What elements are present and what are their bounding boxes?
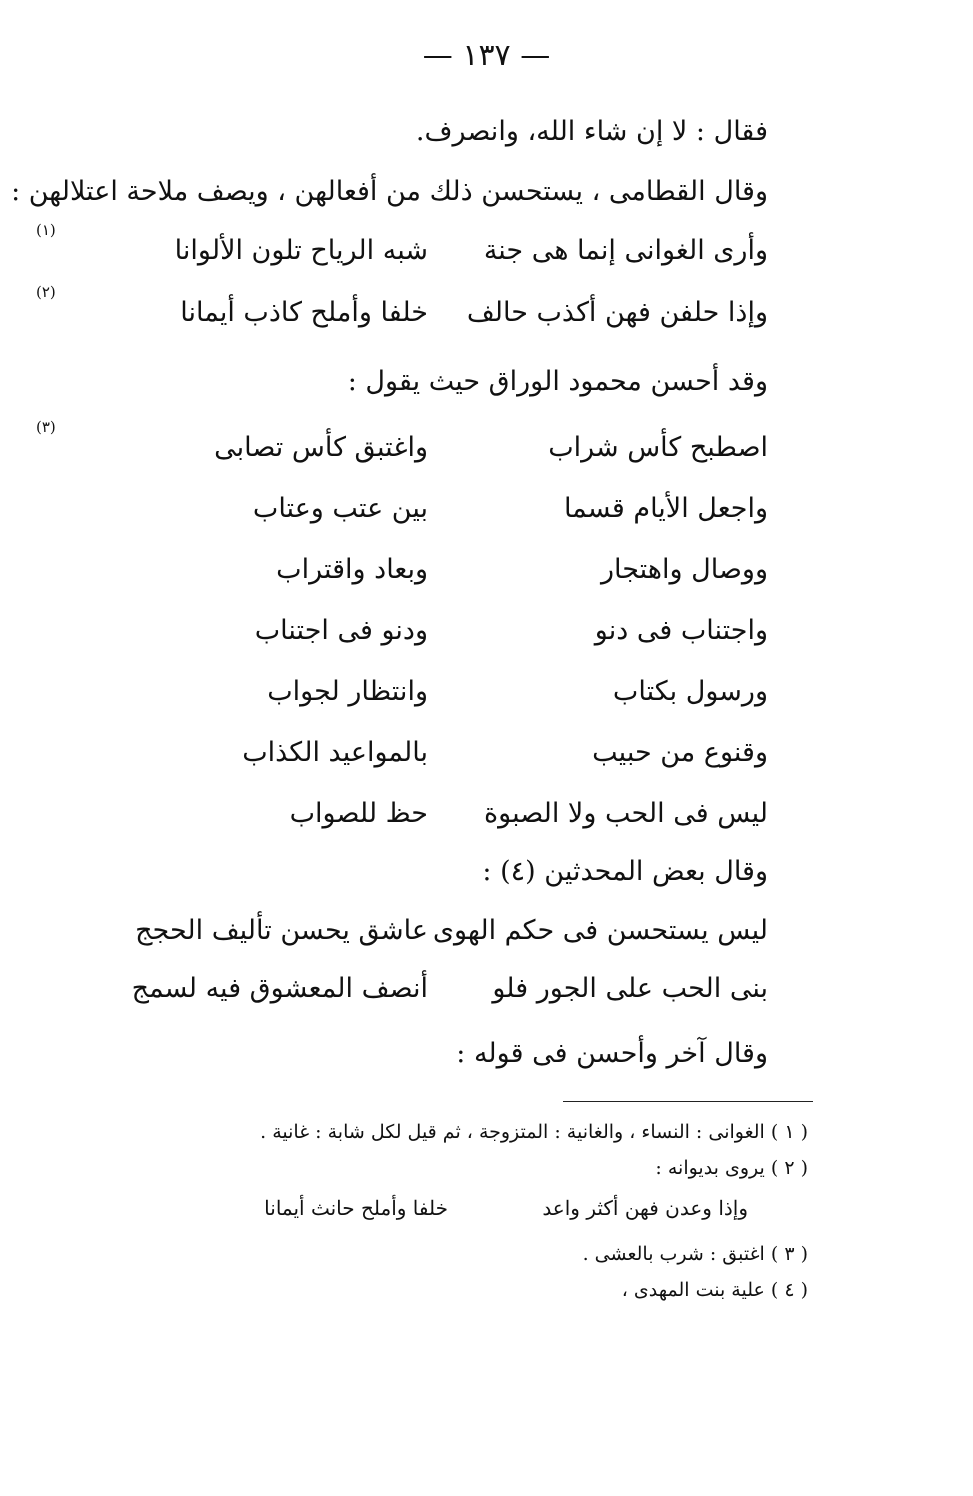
footnote-marker: (٣) [36, 418, 56, 436]
footnote-marker: (٢) [36, 283, 56, 301]
verse-first-hemistich: ليس فى الحب ولا الصبوة [483, 798, 768, 829]
verse-line [88, 486, 768, 532]
verse-first-hemistich: ووصال واهتجار [600, 554, 768, 585]
verse-first-hemistich: اصطبح كأس شراب [548, 432, 768, 463]
verse-first-hemistich: وأرى الغوانى إنما هى جنة [483, 235, 768, 266]
verse-line [88, 669, 768, 715]
qutami-intro: وقال القطامى ، يستحسن ذلك من أفعالهن ، ويصف ملاحة اعتلالهن : [11, 176, 768, 207]
footnote-2: ( ٢ ) يروى بديوانه : [655, 1157, 808, 1179]
footnote-separator [563, 1101, 813, 1102]
intro-line: فقال : لا إن شاء الله، وانصرف. [415, 116, 768, 147]
verse-second-hemistich: وبعاد واقتراب [276, 554, 428, 585]
verse-line [88, 908, 768, 954]
footnote-1: ( ١ ) الغوانى : النساء ، والغانية : المتزوجة ، ثم قيل لكل شابة : غانية . [260, 1121, 808, 1143]
verse-line [36, 418, 768, 471]
verse-second-hemistich: بالمواعيد الكذاب [242, 737, 428, 768]
verse-line [88, 730, 768, 776]
akhar-intro: وقال آخر وأحسن فى قوله : [456, 1038, 768, 1069]
verse-line [88, 966, 768, 1012]
verse-first-hemistich: وإذا حلفن فهن أكذب حالف [466, 297, 768, 328]
verse-second-hemistich: خلفا وأملح حانث أيمانا [264, 1196, 448, 1220]
muhdathin-intro: وقال بعض المحدثين (٤) : [482, 856, 768, 887]
verse-second-hemistich: أنصف المعشوق فيه لسمج [131, 973, 428, 1004]
verse-line [36, 221, 768, 274]
verse-second-hemistich: خلفا وأملح كاذب أيمانا [180, 297, 428, 328]
verse-first-hemistich: ليس يستحسن فى حكم الهوى [432, 915, 768, 946]
footnote-marker: (١) [36, 221, 56, 239]
verse-second-hemistich: حظ للصواب [289, 798, 428, 829]
verse-line [88, 791, 768, 837]
verse-line [36, 283, 768, 336]
verse-second-hemistich: شبه الرياح تلون الألوانا [174, 235, 428, 266]
verse-first-hemistich: وإذا وعدن فهن أكثر واعد [542, 1196, 748, 1220]
verse-second-hemistich: واغتبق كأس تصابى [214, 432, 428, 463]
verse-second-hemistich: بين عتب وعتاب [252, 493, 428, 524]
verse-first-hemistich: واجتناب فى دنو [594, 615, 768, 646]
verse-first-hemistich: واجعل الأيام قسما [563, 493, 768, 524]
footnote-2-verse [148, 1193, 748, 1223]
verse-line [88, 547, 768, 593]
verse-second-hemistich: وانتظار لجواب [267, 676, 428, 707]
verse-second-hemistich: ودنو فى اجتناب [254, 615, 428, 646]
footnote-4: ( ٤ ) علية بنت المهدى ، [621, 1279, 808, 1301]
warraq-intro: وقد أحسن محمود الوراق حيث يقول : [347, 366, 768, 397]
verse-line [88, 608, 768, 654]
verse-first-hemistich: وقنوع من حبيب [592, 737, 768, 768]
verse-first-hemistich: بنى الحب على الجور فلو [492, 973, 768, 1004]
page-number: — ١٣٧ — [422, 38, 551, 73]
footnote-3: ( ٣ ) اغتبق : شرب بالعشى . [582, 1243, 808, 1265]
verse-second-hemistich: عاشق يحسن تأليف الحجج [135, 915, 428, 946]
verse-first-hemistich: ورسول بكتاب [612, 676, 768, 707]
